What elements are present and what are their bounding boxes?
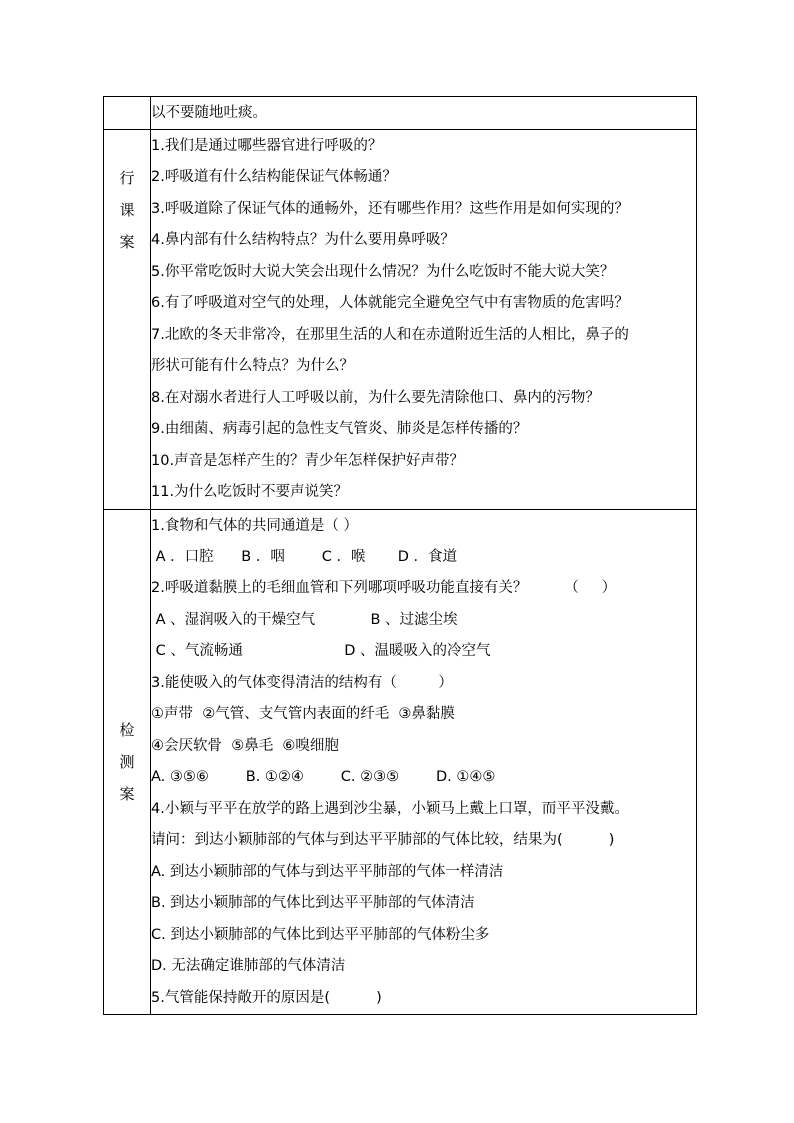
section-label-char: 检 [119,720,135,739]
text-line: 4.小颖与平平在放学的路上遇到沙尘暴，小颖马上戴上口罩，而平平没戴。 [151,800,629,817]
text-line: 形状可能有什么特点？为什么？ [151,358,354,374]
text-line: 以不要随地吐痰。 [151,105,267,121]
text-line: 2.呼吸道有什么结构能保证气体畅通？ [151,169,397,185]
text-line: 5.你平常吃饭时大说大笑会出现什么情况？为什么吃饭时不能大说大笑？ [151,263,615,280]
text-line: 请问：到达小颖肺部的气体与到达平平肺部的气体比较，结果为( ) [151,832,615,848]
table-row [104,97,697,130]
section-label-char: 案 [119,784,135,803]
text-line: 3.能使吸入的气体变得清洁的结构有（ ） [151,674,453,691]
section-label [104,509,151,1015]
text-line: 9.由细菌、病毒引起的急性支气管炎、肺炎是怎样传播的？ [151,421,528,437]
text-line: ④会厌软骨 ⑤鼻毛 ⑥嗅细胞 [151,737,339,754]
text-line: 11.为什么吃饭时不要声说笑？ [151,484,349,500]
section-content [151,509,697,1015]
text-line: A 、湿润吸入的干燥空气 B 、过滤尘埃 [151,611,458,628]
table-row [104,509,697,1015]
text-line: D. 无法确定谁肺部的气体清洁 [151,958,346,974]
text-line: ①声带 ②气管、支气管内表面的纤毛 ③鼻黏膜 [151,706,455,722]
text-line: 7.北欧的冬天非常冷，在那里生活的人和在赤道附近生活的人相比，鼻子的 [151,326,629,343]
text-line: 6.有了呼吸道对空气的处理，人体就能完全避免空气中有害物质的危害吗？ [151,295,629,311]
section-content [151,130,697,510]
section-label [104,130,151,510]
text-line: 3.呼吸道除了保证气体的通畅外，还有哪些作用？这些作用是如何实现的？ [151,200,629,217]
text-line: 2.呼吸道黏膜上的毛细血管和下列哪项呼吸功能直接有关？ （ ） [151,580,617,596]
section-label-char: 案 [119,233,135,251]
text-line: 5.气管能保持敞开的原因是( ) [151,989,382,1006]
text-line: A. 到达小颖肺部的气体与到达平平肺部的气体一样清洁 [151,863,504,880]
text-line: 8.在对溺水者进行人工呼吸以前，为什么要先清除他口、鼻内的污物？ [151,389,600,406]
text-line: A. ③⑤⑥ B. ①②④ C. ②③⑤ D. ①④⑤ [151,769,496,785]
section-label-char: 课 [119,201,135,219]
table-row [104,130,697,510]
text-line: 1.我们是通过哪些器官进行呼吸的？ [151,138,383,154]
text-line: C 、气流畅通 D 、温暖吸入的冷空气 [151,643,491,659]
text-line: 4.鼻内部有什么结构特点？为什么要用鼻呼吸？ [151,232,455,248]
text-line: C. 到达小颖肺部的气体比到达平平肺部的气体粉尘多 [151,926,490,943]
section-label-char: 行 [119,169,135,187]
text-line: A ．口腔 B ．咽 C ．喉 D ．食道 [151,548,457,565]
lesson-table [103,96,697,1015]
text-line: 1.食物和气体的共同通道是（ ） [151,517,358,534]
section-label [104,97,151,130]
text-line: B. 到达小颖肺部的气体比到达平平肺部的气体清洁 [151,895,475,911]
section-content [151,97,697,130]
text-line: 10.声音是怎样产生的？青少年怎样保护好声带？ [151,452,465,469]
section-label-char: 测 [119,752,135,771]
